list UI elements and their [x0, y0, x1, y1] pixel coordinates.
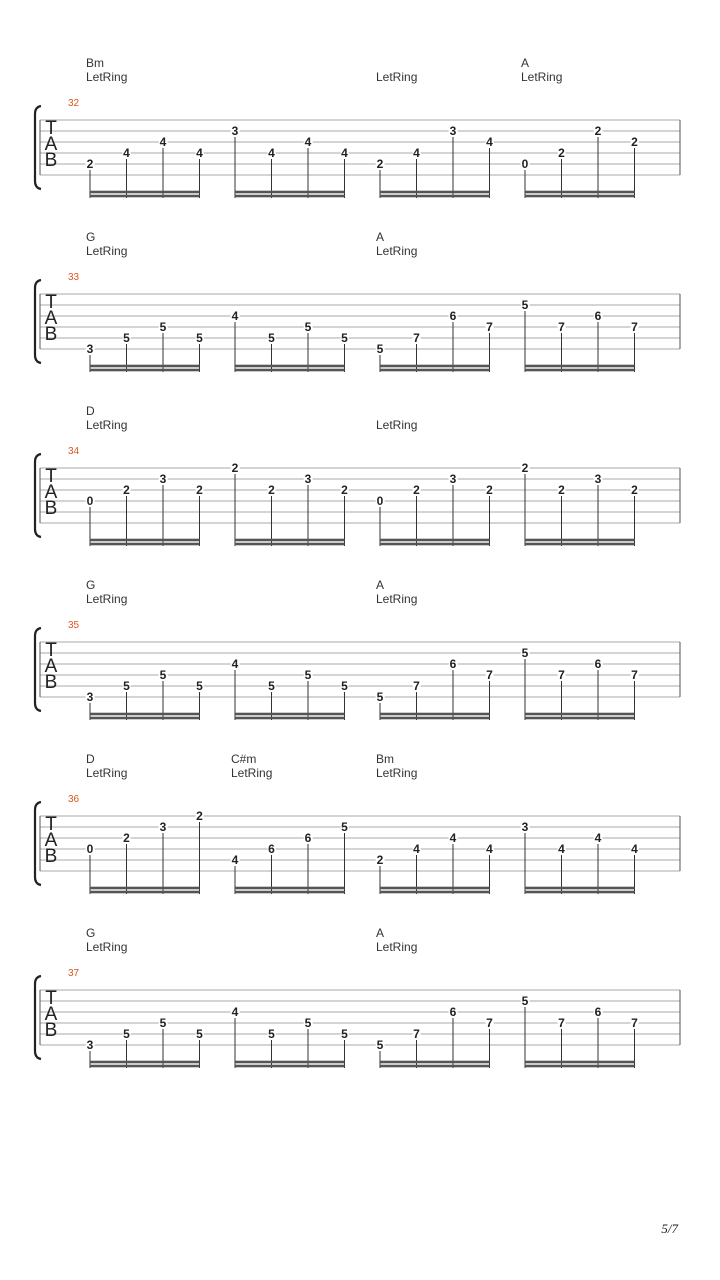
fret-number: 7	[413, 679, 420, 693]
fret-number: 3	[86, 690, 94, 704]
fret-number: 4	[558, 842, 565, 856]
fret-number: 4	[413, 842, 420, 856]
fret-number: 5	[341, 679, 348, 693]
let-ring-label: LetRing	[86, 244, 128, 258]
tab-clef-letter: B	[44, 150, 58, 171]
fret-number: 5	[268, 679, 275, 693]
fret-number: 2	[413, 483, 420, 497]
beam	[525, 543, 635, 546]
fret-number: 5	[376, 690, 384, 704]
beam	[90, 543, 200, 546]
fret-number: 6	[594, 309, 602, 323]
fret-number: 5	[341, 331, 348, 345]
tab-clef-letter: T	[45, 988, 57, 1009]
fret-number: 0	[521, 157, 529, 171]
bar-number: 35	[68, 620, 80, 631]
beam	[380, 717, 490, 720]
fret-number: 7	[486, 668, 493, 682]
fret-number: 4	[231, 853, 239, 867]
beam	[525, 1065, 635, 1068]
fret-number: 5	[123, 679, 130, 693]
chord-name: A	[376, 578, 385, 592]
let-ring-label: LetRing	[86, 766, 128, 780]
fret-number: 3	[449, 124, 457, 138]
tab-clef-letter: T	[45, 640, 57, 661]
beam	[525, 539, 635, 542]
fret-number: 2	[231, 461, 239, 475]
fret-number: 5	[521, 994, 529, 1008]
beam	[235, 1065, 345, 1068]
beam	[525, 369, 635, 372]
beam	[235, 195, 345, 198]
fret-number: 7	[558, 1016, 565, 1030]
tab-system	[0, 404, 720, 578]
fret-number: 3	[159, 472, 167, 486]
fret-number: 5	[159, 1016, 167, 1030]
fret-number: 5	[268, 1027, 275, 1041]
fret-number: 4	[594, 831, 602, 845]
tab-system	[0, 56, 720, 230]
fret-number: 2	[123, 831, 130, 845]
beam	[235, 887, 345, 890]
chord-name: A	[521, 56, 530, 70]
fret-number: 6	[304, 831, 312, 845]
tab-staff	[0, 230, 720, 404]
fret-number: 0	[376, 494, 384, 508]
let-ring-label: LetRing	[86, 592, 128, 606]
tab-clef-letter: T	[45, 466, 57, 487]
beam	[90, 1065, 200, 1068]
chord-name: D	[86, 404, 95, 418]
tab-staff	[0, 926, 720, 1100]
beam	[235, 717, 345, 720]
fret-number: 5	[521, 646, 529, 660]
beam	[525, 717, 635, 720]
beam	[235, 1061, 345, 1064]
tab-clef-letter: T	[45, 118, 57, 139]
fret-number: 2	[521, 461, 529, 475]
fret-number: 6	[449, 657, 457, 671]
fret-number: 2	[486, 483, 493, 497]
tab-system	[0, 578, 720, 752]
beam	[90, 195, 200, 198]
tab-clef-letter: A	[44, 482, 58, 503]
let-ring-label: LetRing	[86, 940, 128, 954]
beam	[90, 191, 200, 194]
fret-number: 4	[449, 831, 457, 845]
fret-number: 7	[558, 320, 565, 334]
fret-number: 2	[196, 483, 203, 497]
beam	[90, 891, 200, 894]
beam	[380, 369, 490, 372]
beam	[380, 1065, 490, 1068]
fret-number: 3	[159, 820, 167, 834]
fret-number: 4	[268, 146, 275, 160]
beam	[525, 195, 635, 198]
tab-clef-letter: B	[44, 324, 58, 345]
beam	[380, 539, 490, 542]
fret-number: 7	[486, 1016, 493, 1030]
fret-number: 4	[486, 135, 493, 149]
let-ring-label: LetRing	[376, 244, 418, 258]
fret-number: 3	[86, 1038, 94, 1052]
bar-number: 32	[68, 98, 80, 109]
beam	[235, 369, 345, 372]
fret-number: 2	[376, 157, 384, 171]
fret-number: 5	[521, 298, 529, 312]
tab-staff	[0, 752, 720, 926]
fret-number: 5	[304, 1016, 312, 1030]
beam	[235, 713, 345, 716]
fret-number: 4	[631, 842, 638, 856]
fret-number: 5	[341, 820, 348, 834]
tab-clef-letter: A	[44, 1004, 58, 1025]
tab-system	[0, 926, 720, 1100]
beam	[235, 891, 345, 894]
beam	[90, 365, 200, 368]
tab-staff	[0, 578, 720, 752]
tab-clef-letter: B	[44, 846, 58, 867]
beam	[380, 1061, 490, 1064]
fret-number: 2	[86, 157, 94, 171]
fret-number: 4	[196, 146, 203, 160]
fret-number: 2	[594, 124, 602, 138]
beam	[235, 191, 345, 194]
beam	[380, 365, 490, 368]
tab-clef-letter: B	[44, 672, 58, 693]
tab-clef-letter: A	[44, 134, 58, 155]
fret-number: 4	[341, 146, 348, 160]
fret-number: 3	[594, 472, 602, 486]
chord-name: A	[376, 230, 385, 244]
tab-system	[0, 230, 720, 404]
fret-number: 5	[123, 1027, 130, 1041]
bar-number: 33	[68, 272, 80, 283]
fret-number: 5	[196, 331, 203, 345]
beam	[90, 369, 200, 372]
let-ring-label: LetRing	[376, 70, 418, 84]
fret-number: 6	[268, 842, 275, 856]
tab-clef-letter: B	[44, 498, 58, 519]
fret-number: 7	[413, 331, 420, 345]
fret-number: 7	[413, 1027, 420, 1041]
beam	[525, 365, 635, 368]
fret-number: 7	[486, 320, 493, 334]
fret-number: 0	[86, 494, 94, 508]
beam	[235, 543, 345, 546]
fret-number: 6	[594, 657, 602, 671]
tab-staff	[0, 404, 720, 578]
fret-number: 3	[231, 124, 239, 138]
let-ring-label: LetRing	[86, 418, 128, 432]
beam	[90, 887, 200, 890]
fret-number: 4	[231, 309, 239, 323]
fret-number: 2	[631, 135, 638, 149]
fret-number: 6	[449, 1005, 457, 1019]
beam	[380, 713, 490, 716]
chord-name: D	[86, 752, 95, 766]
beam	[380, 195, 490, 198]
tab-system	[0, 752, 720, 926]
chord-name: G	[86, 926, 96, 940]
fret-number: 4	[413, 146, 420, 160]
fret-number: 4	[159, 135, 167, 149]
let-ring-label: LetRing	[521, 70, 563, 84]
fret-number: 5	[376, 1038, 384, 1052]
chord-name: Bm	[86, 56, 104, 70]
let-ring-label: LetRing	[376, 592, 418, 606]
bar-number: 36	[68, 794, 80, 805]
fret-number: 4	[123, 146, 130, 160]
fret-number: 5	[159, 668, 167, 682]
let-ring-label: LetRing	[376, 766, 418, 780]
fret-number: 3	[521, 820, 529, 834]
chord-name: A	[376, 926, 385, 940]
fret-number: 5	[304, 668, 312, 682]
chord-name: Bm	[376, 752, 394, 766]
bar-number: 34	[68, 446, 80, 457]
let-ring-label: LetRing	[86, 70, 128, 84]
fret-number: 6	[449, 309, 457, 323]
beam	[90, 717, 200, 720]
beam	[525, 891, 635, 894]
fret-number: 2	[558, 146, 565, 160]
fret-number: 5	[123, 331, 130, 345]
let-ring-label: LetRing	[231, 766, 273, 780]
fret-number: 7	[631, 1016, 638, 1030]
fret-number: 2	[196, 809, 203, 823]
chord-name: G	[86, 578, 96, 592]
let-ring-label: LetRing	[376, 940, 418, 954]
beam	[380, 191, 490, 194]
fret-number: 5	[304, 320, 312, 334]
page-number: 5/7	[661, 1221, 678, 1236]
beam	[90, 1061, 200, 1064]
tab-clef-letter: B	[44, 1020, 58, 1041]
fret-number: 3	[449, 472, 457, 486]
beam	[380, 887, 490, 890]
fret-number: 2	[631, 483, 638, 497]
beam	[90, 539, 200, 542]
beam	[380, 891, 490, 894]
fret-number: 2	[558, 483, 565, 497]
beam	[525, 713, 635, 716]
fret-number: 4	[231, 1005, 239, 1019]
tab-clef-letter: T	[45, 292, 57, 313]
fret-number: 2	[123, 483, 130, 497]
tab-clef-letter: A	[44, 656, 58, 677]
beam	[525, 887, 635, 890]
fret-number: 5	[196, 679, 203, 693]
fret-number: 2	[376, 853, 384, 867]
fret-number: 4	[304, 135, 312, 149]
beam	[525, 191, 635, 194]
fret-number: 7	[631, 668, 638, 682]
fret-number: 4	[486, 842, 493, 856]
fret-number: 7	[631, 320, 638, 334]
fret-number: 5	[268, 331, 275, 345]
let-ring-label: LetRing	[376, 418, 418, 432]
beam	[525, 1061, 635, 1064]
beam	[380, 543, 490, 546]
fret-number: 6	[594, 1005, 602, 1019]
bar-number: 37	[68, 968, 80, 979]
beam	[235, 365, 345, 368]
tab-clef-letter: T	[45, 814, 57, 835]
fret-number: 2	[268, 483, 275, 497]
fret-number: 0	[86, 842, 94, 856]
beam	[235, 539, 345, 542]
fret-number: 2	[341, 483, 348, 497]
tab-clef-letter: A	[44, 830, 58, 851]
tab-clef-letter: A	[44, 308, 58, 329]
fret-number: 5	[341, 1027, 348, 1041]
fret-number: 3	[86, 342, 94, 356]
fret-number: 5	[376, 342, 384, 356]
fret-number: 5	[196, 1027, 203, 1041]
fret-number: 5	[159, 320, 167, 334]
tab-staff	[0, 56, 720, 230]
fret-number: 7	[558, 668, 565, 682]
chord-name: G	[86, 230, 96, 244]
chord-name: C#m	[231, 752, 257, 766]
fret-number: 3	[304, 472, 312, 486]
beam	[90, 713, 200, 716]
fret-number: 4	[231, 657, 239, 671]
